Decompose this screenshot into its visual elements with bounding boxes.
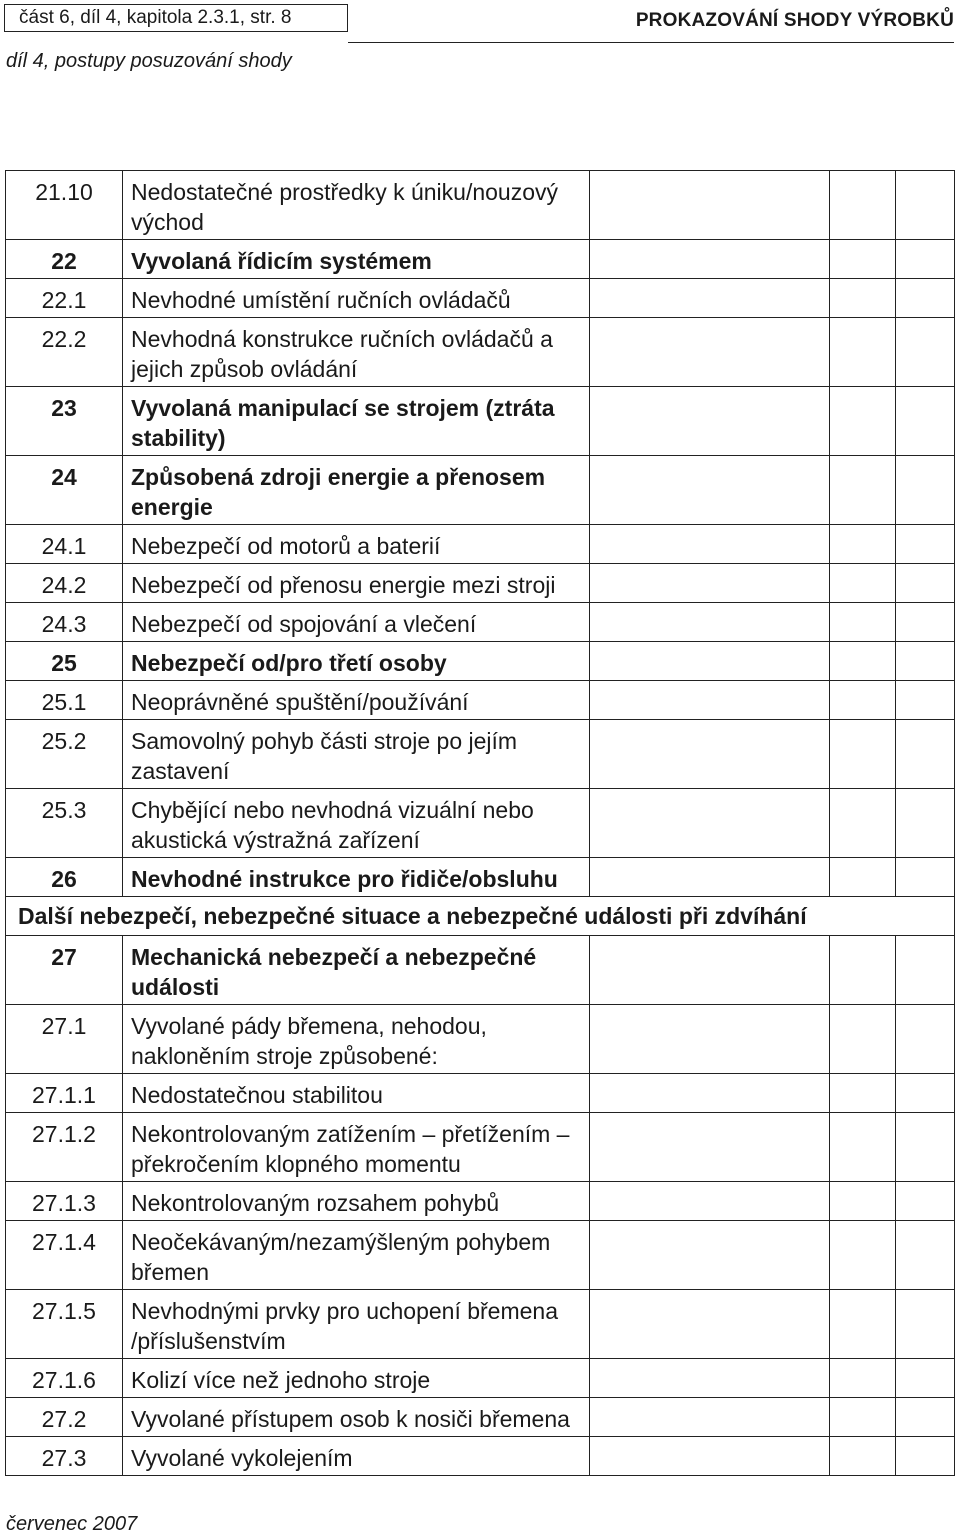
check-cell[interactable] bbox=[830, 1398, 896, 1437]
row-description: Nebezpečí od motorů a baterií bbox=[123, 525, 590, 564]
row-number: 24 bbox=[6, 456, 123, 525]
table-row bbox=[6, 936, 955, 1005]
row-number: 27.1.4 bbox=[6, 1221, 123, 1290]
check-cell[interactable] bbox=[830, 1359, 896, 1398]
check-cell[interactable] bbox=[590, 1359, 830, 1398]
table-row bbox=[6, 525, 955, 564]
table-row bbox=[6, 1437, 955, 1476]
row-description: Vyvolané přístupem osob k nosiči břemena bbox=[123, 1398, 590, 1437]
check-cell[interactable] bbox=[830, 1290, 896, 1359]
header-chapter-text: část 6, díl 4, kapitola 2.3.1, str. 8 bbox=[19, 7, 292, 28]
check-cell[interactable] bbox=[590, 936, 830, 1005]
row-description: Mechanická nebezpečí a nebezpečné události bbox=[123, 936, 590, 1005]
table-row bbox=[6, 279, 955, 318]
row-number: 27.2 bbox=[6, 1398, 123, 1437]
check-cell[interactable] bbox=[830, 171, 896, 240]
check-cell[interactable] bbox=[830, 603, 896, 642]
row-description: Nekontrolovaným rozsahem pohybů bbox=[123, 1182, 590, 1221]
table-row bbox=[6, 1290, 955, 1359]
check-cell[interactable] bbox=[590, 720, 830, 789]
check-cell[interactable] bbox=[830, 1221, 896, 1290]
check-cell[interactable] bbox=[830, 936, 896, 1005]
row-description: Nevhodnými prvky pro uchopení břemena /příslušenstvím bbox=[123, 1290, 590, 1359]
check-cell[interactable] bbox=[896, 387, 955, 456]
row-number: 24.1 bbox=[6, 525, 123, 564]
row-number: 25.2 bbox=[6, 720, 123, 789]
row-description: Vyvolané pády břemena, nehodou, nakloněním stroje způsobené: bbox=[123, 1005, 590, 1074]
row-description: Nebezpečí od/pro třetí osoby bbox=[123, 642, 590, 681]
check-cell[interactable] bbox=[590, 279, 830, 318]
row-number: 25.3 bbox=[6, 789, 123, 858]
check-cell[interactable] bbox=[896, 1398, 955, 1437]
check-cell[interactable] bbox=[590, 1005, 830, 1074]
table-row bbox=[6, 1359, 955, 1398]
check-cell[interactable] bbox=[590, 1290, 830, 1359]
check-cell[interactable] bbox=[590, 789, 830, 858]
row-description: Kolizí více než jednoho stroje bbox=[123, 1359, 590, 1398]
row-description: Chybějící nebo nevhodná vizuální nebo akustická výstražná zařízení bbox=[123, 789, 590, 858]
check-cell[interactable] bbox=[590, 456, 830, 525]
row-description: Nebezpečí od spojování a vlečení bbox=[123, 603, 590, 642]
row-description: Vyvolaná manipulací se strojem (ztráta stability) bbox=[123, 387, 590, 456]
page-subtitle: díl 4, postupy posuzování shody bbox=[6, 50, 292, 72]
check-cell[interactable] bbox=[896, 279, 955, 318]
check-cell[interactable] bbox=[830, 1074, 896, 1113]
check-cell[interactable] bbox=[896, 720, 955, 789]
table-row bbox=[6, 1182, 955, 1221]
row-description: Nevhodné instrukce pro řidiče/obsluhu bbox=[123, 858, 590, 897]
check-cell[interactable] bbox=[830, 681, 896, 720]
table-row bbox=[6, 789, 955, 858]
check-cell[interactable] bbox=[590, 603, 830, 642]
check-cell[interactable] bbox=[896, 318, 955, 387]
row-description: Neoprávněné spuštění/používání bbox=[123, 681, 590, 720]
check-cell[interactable] bbox=[590, 1074, 830, 1113]
check-cell[interactable] bbox=[590, 1221, 830, 1290]
check-cell[interactable] bbox=[830, 456, 896, 525]
row-description: Způsobená zdroji energie a přenosem energie bbox=[123, 456, 590, 525]
check-cell[interactable] bbox=[590, 858, 830, 897]
table-row bbox=[6, 240, 955, 279]
table-row bbox=[6, 858, 955, 897]
check-cell[interactable] bbox=[590, 240, 830, 279]
header-right-title: PROKAZOVÁNÍ SHODY VÝROBKŮ bbox=[635, 10, 954, 31]
check-cell[interactable] bbox=[896, 1290, 955, 1359]
check-cell[interactable] bbox=[590, 1437, 830, 1476]
check-cell[interactable] bbox=[896, 1005, 955, 1074]
check-cell[interactable] bbox=[830, 858, 896, 897]
check-cell[interactable] bbox=[896, 858, 955, 897]
row-number: 27 bbox=[6, 936, 123, 1005]
row-number: 27.1.5 bbox=[6, 1290, 123, 1359]
check-cell[interactable] bbox=[830, 1113, 896, 1182]
check-cell[interactable] bbox=[830, 1437, 896, 1476]
row-description: Vyvolané vykolejením bbox=[123, 1437, 590, 1476]
table-row bbox=[6, 603, 955, 642]
check-cell[interactable] bbox=[896, 936, 955, 1005]
row-number: 27.1.2 bbox=[6, 1113, 123, 1182]
row-number: 23 bbox=[6, 387, 123, 456]
row-number: 27.1.6 bbox=[6, 1359, 123, 1398]
check-cell[interactable] bbox=[896, 1113, 955, 1182]
row-number: 22.2 bbox=[6, 318, 123, 387]
hazard-table bbox=[5, 170, 955, 1476]
check-cell[interactable] bbox=[830, 318, 896, 387]
row-number: 26 bbox=[6, 858, 123, 897]
check-cell[interactable] bbox=[590, 681, 830, 720]
page-footer-date: červenec 2007 bbox=[6, 1513, 138, 1535]
row-number: 27.1.3 bbox=[6, 1182, 123, 1221]
check-cell[interactable] bbox=[590, 642, 830, 681]
row-number: 22.1 bbox=[6, 279, 123, 318]
row-description: Nevhodné umístění ručních ovládačů bbox=[123, 279, 590, 318]
table-row bbox=[6, 1113, 955, 1182]
row-number: 27.1 bbox=[6, 1005, 123, 1074]
check-cell[interactable] bbox=[830, 279, 896, 318]
row-description: Nevhodná konstrukce ručních ovládačů a jejich způsob ovládání bbox=[123, 318, 590, 387]
row-number: 25.1 bbox=[6, 681, 123, 720]
row-description: Neočekávaným/nezamýšleným pohybem břemen bbox=[123, 1221, 590, 1290]
check-cell[interactable] bbox=[590, 1398, 830, 1437]
table-row bbox=[6, 681, 955, 720]
check-cell[interactable] bbox=[590, 387, 830, 456]
check-cell[interactable] bbox=[896, 603, 955, 642]
check-cell[interactable] bbox=[896, 681, 955, 720]
check-cell[interactable] bbox=[830, 564, 896, 603]
check-cell[interactable] bbox=[896, 240, 955, 279]
check-cell[interactable] bbox=[830, 642, 896, 681]
section-title: Další nebezpečí, nebezpečné situace a nebezpečné události při zdvíhání bbox=[6, 897, 955, 936]
check-cell[interactable] bbox=[830, 789, 896, 858]
table-row bbox=[6, 642, 955, 681]
table-row bbox=[6, 1005, 955, 1074]
check-cell[interactable] bbox=[896, 456, 955, 525]
check-cell[interactable] bbox=[896, 171, 955, 240]
row-number: 22 bbox=[6, 240, 123, 279]
table-row bbox=[6, 387, 955, 456]
table-row bbox=[6, 1221, 955, 1290]
table-row bbox=[6, 564, 955, 603]
row-number: 24.3 bbox=[6, 603, 123, 642]
check-cell[interactable] bbox=[896, 1221, 955, 1290]
hazard-table-body bbox=[6, 171, 955, 1476]
check-cell[interactable] bbox=[590, 525, 830, 564]
check-cell[interactable] bbox=[590, 171, 830, 240]
check-cell[interactable] bbox=[590, 1182, 830, 1221]
row-description: Nebezpečí od přenosu energie mezi stroji bbox=[123, 564, 590, 603]
check-cell[interactable] bbox=[896, 1182, 955, 1221]
check-cell[interactable] bbox=[896, 1359, 955, 1398]
check-cell[interactable] bbox=[830, 1182, 896, 1221]
row-number: 27.1.1 bbox=[6, 1074, 123, 1113]
check-cell[interactable] bbox=[896, 1074, 955, 1113]
row-description: Vyvolaná řídicím systémem bbox=[123, 240, 590, 279]
check-cell[interactable] bbox=[896, 525, 955, 564]
table-row bbox=[6, 1074, 955, 1113]
check-cell[interactable] bbox=[896, 564, 955, 603]
check-cell[interactable] bbox=[830, 387, 896, 456]
table-row bbox=[6, 1398, 955, 1437]
header-rule bbox=[348, 42, 954, 43]
row-description: Nedostatečné prostředky k úniku/nouzový východ bbox=[123, 171, 590, 240]
row-description: Samovolný pohyb části stroje po jejím zastavení bbox=[123, 720, 590, 789]
check-cell[interactable] bbox=[896, 789, 955, 858]
check-cell[interactable] bbox=[830, 1005, 896, 1074]
check-cell[interactable] bbox=[830, 525, 896, 564]
row-number: 21.10 bbox=[6, 171, 123, 240]
check-cell[interactable] bbox=[590, 564, 830, 603]
check-cell[interactable] bbox=[590, 318, 830, 387]
table-row bbox=[6, 720, 955, 789]
check-cell[interactable] bbox=[830, 240, 896, 279]
check-cell[interactable] bbox=[896, 1437, 955, 1476]
check-cell[interactable] bbox=[830, 720, 896, 789]
section-row bbox=[6, 897, 955, 936]
row-number: 24.2 bbox=[6, 564, 123, 603]
check-cell[interactable] bbox=[590, 1113, 830, 1182]
row-description: Nekontrolovaným zatížením – přetížením – překročením klopného momentu bbox=[123, 1113, 590, 1182]
table-row bbox=[6, 171, 955, 240]
row-number: 27.3 bbox=[6, 1437, 123, 1476]
row-number: 25 bbox=[6, 642, 123, 681]
check-cell[interactable] bbox=[896, 642, 955, 681]
table-row bbox=[6, 456, 955, 525]
header-chapter-box bbox=[4, 4, 348, 32]
table-row bbox=[6, 318, 955, 387]
row-description: Nedostatečnou stabilitou bbox=[123, 1074, 590, 1113]
